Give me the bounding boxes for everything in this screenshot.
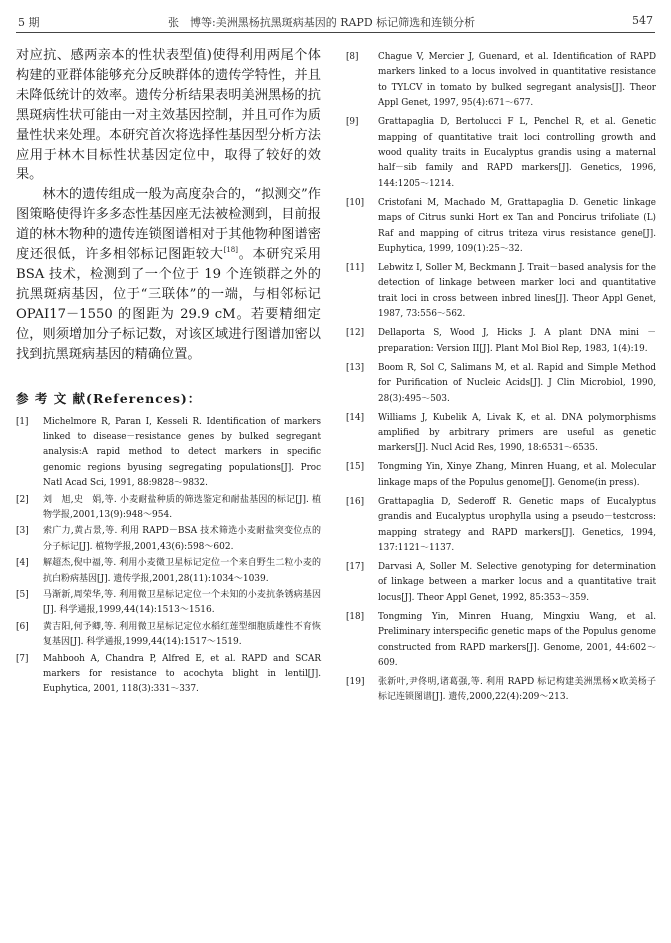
para2-text-b: 。本研究采用 BSA 技术，检测到了一个位于 19 个连锁群之外的抗黑斑病基因，位于“三联体”的一端，与相邻标记 OPAI17－1550 的图距为 29.9 cM。若要精细定位，则须增加分子标记数，对该区域进行图谱加密以找到抗黑斑病基因的精确位置。: [16, 247, 322, 362]
reference-number: [10]: [346, 197, 365, 208]
references-list-left: [16, 415, 321, 698]
reference-item: [346, 196, 656, 258]
reference-text: Grattapaglia D, Sederoff R. Genetic maps of Eucalyptus grandis and Eucalyptus urophylla using a pseudo－testcross: mapping strategy and RAPD markers[J]. Genetics, 1994, 137:1121～1137.: [378, 496, 656, 553]
reference-number: [13]: [346, 362, 365, 373]
reference-text: Williams J, Kubelik A, Livak K, et al. DNA polymorphisms amplified by arbitrary primers are useful as genetic markers[J]. Nucl Acid Res, 1990, 18:6531～6535.: [378, 412, 656, 454]
reference-item: [346, 115, 656, 192]
reference-number: [12]: [346, 328, 365, 339]
reference-item: [16, 620, 321, 651]
reference-number: [6]: [16, 621, 29, 632]
reference-item: [346, 560, 656, 606]
reference-item: [346, 261, 656, 323]
reference-number: [16]: [346, 496, 365, 507]
reference-number: [2]: [16, 494, 29, 505]
reference-number: [5]: [16, 589, 29, 600]
reference-text: Dellaporta S, Wood J, Hicks J. A plant DNA mini － preparation: Version II[J]. Plant Mol Biol Rep, 1983, 1(4):19.: [378, 328, 656, 354]
issue-label: 5 期: [18, 16, 40, 29]
reference-item: [346, 495, 656, 557]
reference-item: [16, 588, 321, 619]
reference-text: Grattapaglia D, Bertolucci F L, Penchel R, et al. Genetic mapping of quantitative trait loci controlling growth and wood quality traits in Eucalyptus grandis using a maternal half－sib family and RAPD markers[J]. Genetics, 1996, 144:1205～1214.: [378, 117, 656, 189]
reference-number: [11]: [346, 263, 365, 274]
reference-text: Tongming Yin, Xinye Zhang, Minren Huang, et al. Molecular linkage maps of the Populus genome[J]. Genome(in press).: [378, 462, 656, 488]
reference-text: Michelmore R, Paran I, Kesseli R. Identification of markers linked to disease－resistance genes by bulked segregant analysis:A rapid method to detect markers in specific genomic regions byusing segregating populations[J]. Proc Natl Acad Sci, 1991, 88:9828～9832.: [43, 416, 321, 489]
reference-item: [16, 493, 321, 524]
reference-item: [346, 411, 656, 457]
reference-text: 索广力,黄占景,等. 利用 RAPD－BSA 技术筛选小麦耐盐突变位点的分子标记[J]. 植物学报,2001,43(6):598～602.: [43, 526, 321, 552]
reference-text: 马渐新,周荣华,等. 利用微卫星标记定位一个未知的小麦抗条锈病基因[J]. 科学通报,1999,44(14):1513～1516.: [43, 589, 321, 616]
reference-number: [14]: [346, 412, 365, 423]
reference-item: [16, 524, 321, 555]
reference-item: [16, 556, 321, 587]
reference-number: [15]: [346, 462, 365, 473]
page-header: [18, 14, 653, 32]
reference-text: Chague V, Mercier J, Guenard, et al. Identification of RAPD markers linked to a locus involved in quantitative resistance to TYLCV in tomato by bulked segregant analysis[J]. Theor Appl Genet, 1997, 95(4):671～677.: [378, 52, 656, 109]
right-column: [346, 50, 656, 709]
reference-item: [346, 326, 656, 357]
reference-text: 刘 旭,史 娟,等. 小麦耐盐种质的筛选鉴定和耐盐基因的标记[J]. 植物学报,2001,13(9):948～954.: [43, 494, 321, 520]
reference-text: 张新叶,尹佟明,诸葛强,等. 利用 RAPD 标记构建美洲黑杨×欧美杨子标记连锁图谱[J]. 遗传,2000,22(4):209～213.: [378, 676, 656, 703]
reference-number: [17]: [346, 561, 365, 572]
references-heading: 参 考 文 献(References)：: [16, 390, 202, 406]
reference-item: [346, 610, 656, 672]
reference-text: Mahbooh A, Chandra P, Alfred E, et al. RAPD and SCAR markers for resistance to acochyta blight in lentil[J]. Euphytica, 2001, 118(3):331～337.: [43, 653, 321, 695]
reference-text: Darvasi A, Soller M. Selective genotyping for determination of linkage between a marker locus and a quantitative trait locus[J]. Theor Appl Genet, 1992, 85:353～359.: [378, 561, 656, 603]
reference-item: [16, 415, 321, 492]
reference-text: 解超杰,倪中福,等. 利用小麦微卫星标记定位一个来自野生二粒小麦的抗白粉病基因[J]. 遗传学报,2001,28(11):1034～1039.: [43, 558, 321, 584]
running-title: 张 博等:美洲黑杨抗黑斑病基因的 RAPD 标记筛选和连锁分析: [168, 16, 476, 29]
reference-number: [18]: [346, 611, 365, 622]
reference-number: [1]: [16, 416, 29, 427]
body-paragraph-1: 对应抗、感两亲本的性状表型值)使得利用两尾个体构建的亚群体能够充分反映群体的遗传学特性，并且未降低统计的效率。遗传分析结果表明美洲黑杨的抗黑斑病性状可能由一对主效基因控制，并且可作为质量性状来处理。本研究首次将选择性基因型分析方法应用于林木目标性状基因定位中，取得了较好的效果。: [16, 48, 321, 183]
reference-number: [9]: [346, 117, 359, 128]
reference-number: [4]: [16, 558, 29, 569]
body-paragraph-2: [16, 185, 321, 364]
reference-number: [3]: [16, 526, 29, 537]
reference-number: [8]: [346, 52, 359, 62]
citation-18[interactable]: [18]: [223, 246, 238, 255]
header-rule: [16, 32, 655, 33]
page-number: 547: [632, 14, 653, 27]
left-column: [16, 46, 321, 699]
reference-item: [346, 675, 656, 706]
para2-text-a: 林木的遗传组成一般为高度杂合的，“拟测交”作图策略使得许多多态性基因座无法被检测到，目前报道的林木物种的遗传连锁图谱相对于其他物种图谱密度还很低，许多相邻标记图距较大: [16, 187, 321, 263]
reference-item: [346, 361, 656, 407]
reference-text: Tongming Yin, Minren Huang, Mingxiu Wang, et al. Preliminary interspecific genetic maps of the Populus genome constructed from RAPD markers[J]. Genome, 2001, 44:602～609.: [378, 611, 656, 668]
reference-item: [346, 460, 656, 491]
reference-item: [16, 652, 321, 698]
reference-number: [19]: [346, 676, 365, 687]
reference-item: [346, 50, 656, 112]
reference-text: 黄吉阳,何予卿,等. 利用微卫星标记定位水稻红莲型细胞质雄性不育恢复基因[J]. 科学通报,1999,44(14):1517～1519.: [43, 621, 321, 648]
reference-number: [7]: [16, 653, 29, 664]
reference-text: Cristofani M, Machado M, Grattapaglia D. Genetic linkage maps of Citrus sunki Hort ex Tan and Poncirus trifoliate (L) Raf and mapping of citrus triteza virus resistance gene[J]. Euphytica, 1999, 109(1):25～32.: [378, 197, 656, 255]
reference-text: Boom R, Sol C, Salimans M, et al. Rapid and Simple Method for Purification of Nucleic Acids[J]. J Clin Microbiol, 1990, 28(3):495～503.: [378, 362, 656, 404]
reference-text: Lebwitz I, Soller M, Beckmann J. Trait－based analysis for the detection of linkage between marker loci and quantitative trait loci in cross between inbred lines[J]. Theor Appl Genet, 1987, 73:556～562.: [378, 263, 656, 320]
